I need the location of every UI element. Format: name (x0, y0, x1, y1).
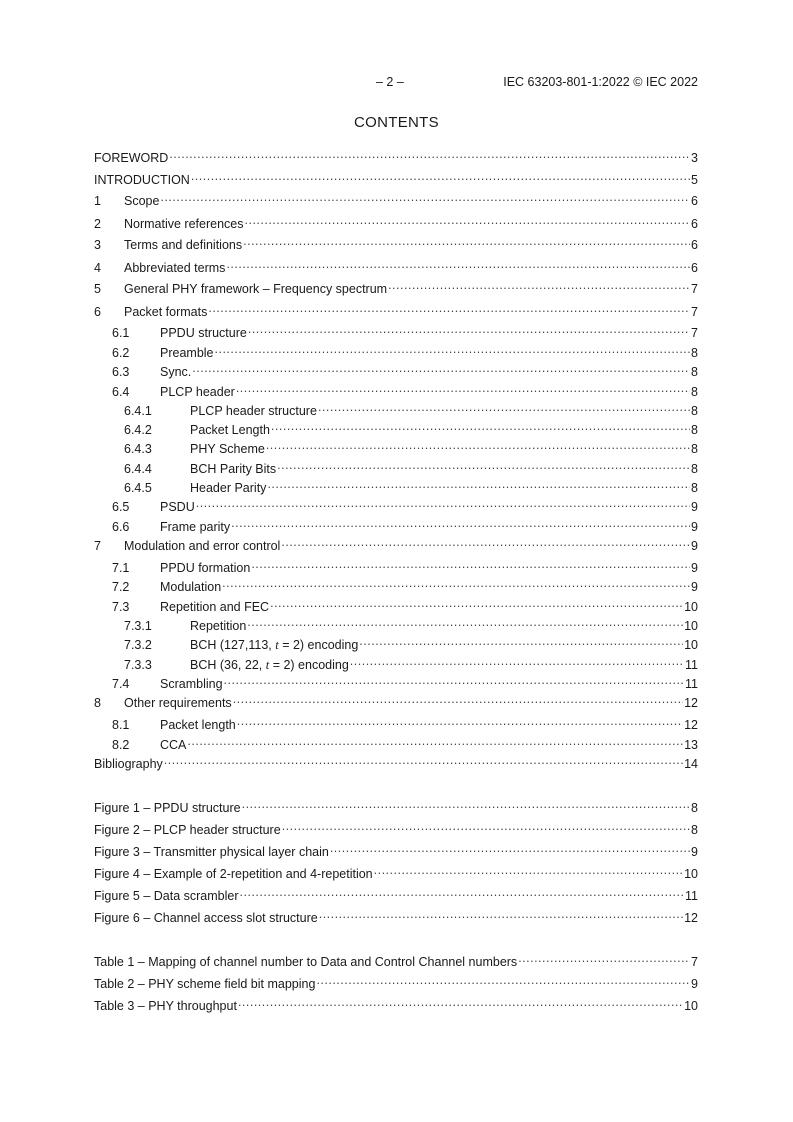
dot-leader (245, 212, 691, 228)
entry-label: FOREWORD (94, 151, 169, 165)
entry-label: PPDU structure (160, 326, 247, 340)
contents-entry[interactable] (94, 495, 698, 514)
tables-entry[interactable] (94, 994, 698, 1013)
section-number: 6.4.1 (124, 404, 152, 418)
section-number: 8 (94, 696, 101, 710)
page-ref: 9 (691, 845, 698, 859)
section-number: 6.4.5 (124, 481, 152, 495)
dot-leader (215, 341, 691, 357)
contents-entry[interactable] (94, 399, 698, 418)
page-ref: 8 (691, 404, 698, 418)
dot-leader (237, 713, 683, 729)
dot-leader (319, 906, 683, 922)
tables-entry[interactable] (94, 950, 698, 969)
entry-label: Figure 2 – PLCP header structure (94, 823, 281, 837)
section-number: 7.3.3 (124, 658, 152, 672)
dot-leader (282, 818, 690, 834)
dot-leader (271, 418, 690, 434)
page-ref: 14 (684, 757, 698, 771)
contents-entry[interactable] (94, 691, 698, 710)
contents-entry[interactable] (94, 300, 698, 319)
entry-label: BCH (36, 22, t = 2) encoding (190, 658, 349, 672)
contents-entry[interactable] (94, 515, 698, 534)
entry-label: Scrambling (160, 677, 223, 691)
page-ref: 10 (684, 867, 698, 881)
dot-leader (251, 556, 690, 572)
dot-leader (226, 256, 690, 272)
dot-leader (196, 495, 690, 511)
dot-leader (318, 399, 690, 415)
page-ref: 6 (691, 261, 698, 275)
dot-leader (248, 321, 690, 337)
entry-label: PLCP header (160, 385, 235, 399)
page-ref: 13 (684, 738, 698, 752)
contents-entry[interactable] (94, 713, 698, 732)
contents-entry[interactable] (94, 653, 698, 672)
contents-entry[interactable] (94, 614, 698, 633)
contents-entry[interactable] (94, 168, 698, 187)
page-number: – 2 – (376, 75, 404, 89)
dot-leader (359, 633, 683, 649)
entry-label: Frame parity (160, 520, 231, 534)
dot-leader (388, 277, 690, 293)
entry-label: BCH (127,113, t = 2) encoding (190, 638, 359, 652)
dot-leader (243, 233, 690, 249)
page-ref: 8 (691, 385, 698, 399)
entry-label: PPDU formation (160, 561, 251, 575)
entry-label: PHY Scheme (190, 442, 265, 456)
page-ref: 7 (691, 305, 698, 319)
entry-label: BCH Parity Bits (190, 462, 277, 476)
dot-leader (281, 534, 690, 550)
dot-leader (374, 862, 683, 878)
entry-label: Packet Length (190, 423, 270, 437)
entry-label: Preamble (160, 346, 214, 360)
figures-entry[interactable] (94, 884, 698, 903)
entry-label: Figure 5 – Data scrambler (94, 889, 239, 903)
entry-label: Repetition and FEC (160, 600, 270, 614)
standard-reference: IEC 63203-801-1:2022 © IEC 2022 (503, 75, 698, 89)
dot-leader (191, 168, 690, 184)
contents-entry[interactable] (94, 212, 698, 231)
dot-leader (224, 672, 684, 688)
entry-label: Repetition (190, 619, 247, 633)
figures-entry[interactable] (94, 840, 698, 859)
entry-label: Header Parity (190, 481, 267, 495)
contents-entry[interactable] (94, 360, 698, 379)
dot-leader (160, 189, 690, 205)
contents-entry[interactable] (94, 672, 698, 691)
page-header (0, 75, 793, 93)
entry-label: Other requirements (124, 696, 232, 710)
dot-leader (222, 575, 690, 591)
section-number: 7.2 (112, 580, 130, 594)
dot-leader (266, 437, 690, 453)
page-ref: 9 (691, 520, 698, 534)
contents-entry[interactable] (94, 277, 698, 296)
entry-label: CCA (160, 738, 187, 752)
page-ref: 8 (691, 365, 698, 379)
page-ref: 7 (691, 282, 698, 296)
contents-entry[interactable] (94, 633, 698, 652)
contents-entry[interactable] (94, 457, 698, 476)
contents-entry[interactable] (94, 752, 698, 771)
entry-label: Table 1 – Mapping of channel number to Data and Control Channel numbers (94, 955, 518, 969)
contents-entry[interactable] (94, 233, 698, 252)
section-number: 6 (94, 305, 101, 319)
page-ref: 10 (684, 999, 698, 1013)
page-ref: 3 (691, 151, 698, 165)
section-number: 7.3 (112, 600, 130, 614)
page-ref: 8 (691, 346, 698, 360)
dot-leader (236, 380, 690, 396)
dot-leader (192, 360, 690, 376)
section-number: 6.6 (112, 520, 130, 534)
entry-label: Packet formats (124, 305, 208, 319)
section-number: 2 (94, 217, 101, 231)
entry-label: PLCP header structure (190, 404, 317, 418)
entry-label: Terms and definitions (124, 238, 243, 252)
entry-label: Table 2 – PHY scheme field bit mapping (94, 977, 316, 991)
dot-leader (267, 476, 690, 492)
page-ref: 9 (691, 561, 698, 575)
section-number: 7.3.2 (124, 638, 152, 652)
contents-entry[interactable] (94, 189, 698, 208)
section-number: 6.4.2 (124, 423, 152, 437)
page-ref: 11 (685, 658, 698, 672)
dot-leader (187, 733, 683, 749)
dot-leader (247, 614, 683, 630)
section-number: 3 (94, 238, 101, 252)
dot-leader (208, 300, 690, 316)
page-ref: 8 (691, 481, 698, 495)
section-number: 6.4 (112, 385, 130, 399)
page-ref: 10 (684, 638, 698, 652)
page-ref: 5 (691, 173, 698, 187)
section-number: 4 (94, 261, 101, 275)
page-ref: 8 (691, 423, 698, 437)
contents-entry[interactable] (94, 476, 698, 495)
figures-entry[interactable] (94, 818, 698, 837)
dot-leader (277, 457, 690, 473)
page-ref: 8 (691, 823, 698, 837)
page-ref: 10 (684, 619, 698, 633)
dot-leader (231, 515, 690, 531)
page-ref: 11 (685, 889, 698, 903)
section-number: 5 (94, 282, 101, 296)
section-number: 7.1 (112, 561, 130, 575)
entry-label: Table 3 – PHY throughput (94, 999, 237, 1013)
page-ref: 9 (691, 580, 698, 594)
page-ref: 12 (684, 718, 698, 732)
dot-leader (518, 950, 690, 966)
section-number: 1 (94, 194, 101, 208)
page-ref: 10 (684, 600, 698, 614)
contents-entry[interactable] (94, 146, 698, 165)
entry-label: Packet length (160, 718, 236, 732)
entry-label: Figure 4 – Example of 2-repetition and 4-repetition (94, 867, 373, 881)
figures-entry[interactable] (94, 796, 698, 815)
contents-entry[interactable] (94, 341, 698, 360)
entry-label: Modulation (160, 580, 222, 594)
contents-entry[interactable] (94, 437, 698, 456)
section-number: 8.1 (112, 718, 130, 732)
dot-leader (164, 752, 683, 768)
page-ref: 9 (691, 539, 698, 553)
dot-leader (270, 595, 683, 611)
section-number: 6.4.3 (124, 442, 152, 456)
dot-leader (330, 840, 690, 856)
entry-label: Modulation and error control (124, 539, 281, 553)
entry-label: Figure 6 – Channel access slot structure (94, 911, 318, 925)
dot-leader (238, 994, 683, 1010)
contents-entry[interactable] (94, 575, 698, 594)
section-number: 6.3 (112, 365, 130, 379)
contents-entry[interactable] (94, 556, 698, 575)
page-ref: 6 (691, 217, 698, 231)
page-ref: 12 (684, 696, 698, 710)
page-ref: 8 (691, 442, 698, 456)
page-ref: 8 (691, 462, 698, 476)
page-ref: 7 (691, 955, 698, 969)
entry-label: Bibliography (94, 757, 163, 771)
figures-entry[interactable] (94, 862, 698, 881)
section-number: 6.1 (112, 326, 130, 340)
contents-entry[interactable] (94, 595, 698, 614)
page-ref: 9 (691, 500, 698, 514)
page-ref: 12 (684, 911, 698, 925)
page-ref: 11 (685, 677, 698, 691)
entry-label: Figure 3 – Transmitter physical layer chain (94, 845, 329, 859)
dot-leader (233, 691, 683, 707)
tables-entry[interactable] (94, 972, 698, 991)
contents-entry[interactable] (94, 321, 698, 340)
page-ref: 7 (691, 326, 698, 340)
entry-label: PSDU (160, 500, 195, 514)
section-number: 7.3.1 (124, 619, 152, 633)
page-ref: 6 (691, 194, 698, 208)
dot-leader (169, 146, 690, 162)
contents-title: CONTENTS (354, 114, 439, 131)
contents-entry[interactable] (94, 418, 698, 437)
contents-entry[interactable] (94, 733, 698, 752)
section-number: 7 (94, 539, 101, 553)
section-number: 6.4.4 (124, 462, 152, 476)
entry-label: General PHY framework – Frequency spectrum (124, 282, 388, 296)
entry-label: Normative references (124, 217, 244, 231)
entry-label: Abbreviated terms (124, 261, 226, 275)
contents-entry[interactable] (94, 534, 698, 553)
section-number: 8.2 (112, 738, 130, 752)
contents-entry[interactable] (94, 380, 698, 399)
entry-label: Scope (124, 194, 160, 208)
figures-entry[interactable] (94, 906, 698, 925)
page-ref: 6 (691, 238, 698, 252)
contents-entry[interactable] (94, 256, 698, 275)
section-number: 6.2 (112, 346, 130, 360)
entry-label: Sync. (160, 365, 192, 379)
page-ref: 8 (691, 801, 698, 815)
dot-leader (242, 796, 690, 812)
section-number: 7.4 (112, 677, 130, 691)
dot-leader (350, 653, 684, 669)
entry-label: INTRODUCTION (94, 173, 190, 187)
dot-leader (240, 884, 685, 900)
entry-label: Figure 1 – PPDU structure (94, 801, 241, 815)
section-number: 6.5 (112, 500, 130, 514)
page-ref: 9 (691, 977, 698, 991)
dot-leader (316, 972, 690, 988)
